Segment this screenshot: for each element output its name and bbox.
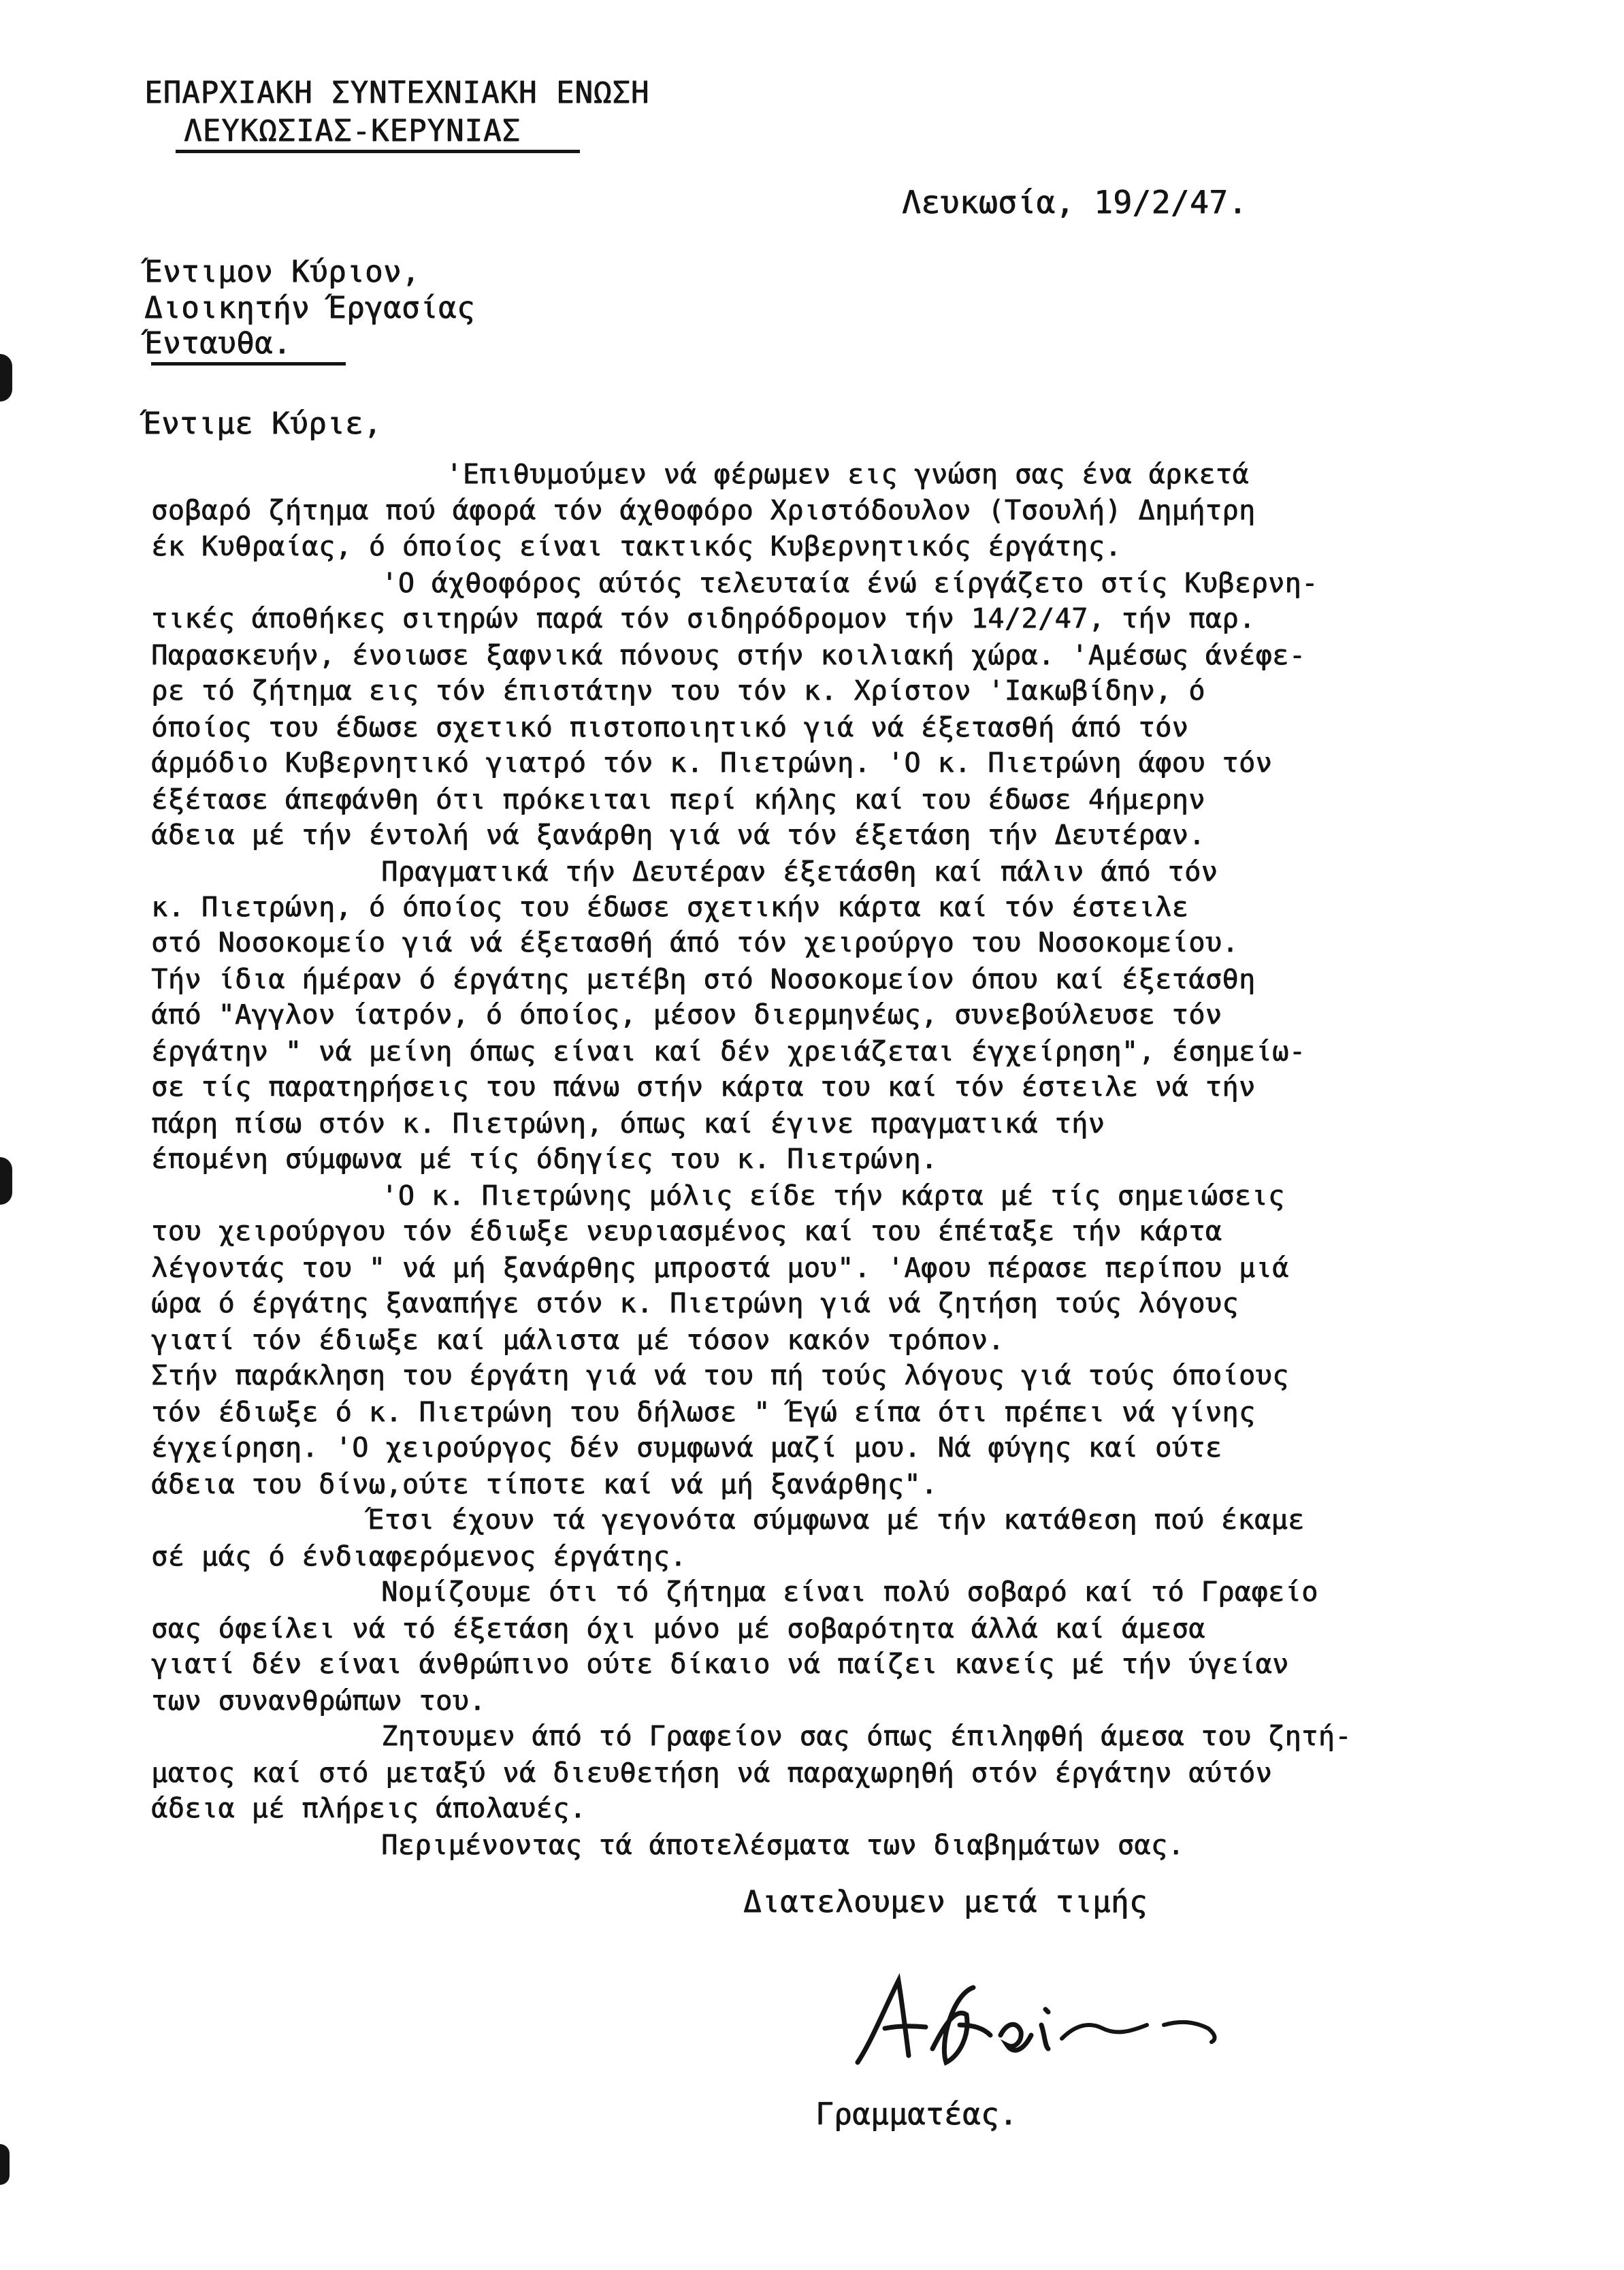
addressee-line-2: Διοικητήν Έργασίας <box>144 291 475 325</box>
binder-mark <box>0 1157 12 1205</box>
body-line: 'Ο άχθοφόρος αύτός τελευταία ένώ είργάζετο στίς Κυβερνη- <box>381 568 1318 599</box>
signatory-role: Γραμματέας. <box>815 2097 1018 2132</box>
body-line: άδεια μέ τήν έντολή νά ξανάρθη γιά νά τόν έξετάση τήν Δευτέραν. <box>151 820 1205 851</box>
body-line: έργάτην " νά μείνη όπως είναι καί δέν χρειάζεται έγχείρηση", έσημείω- <box>151 1036 1306 1067</box>
body-line: Περιμένοντας τά άποτελέσματα των διαβημάτων σας. <box>381 1830 1184 1861</box>
binder-mark <box>0 2144 10 2185</box>
body-line: σας όφείλει νά τό έξετάση όχι μόνο μέ σοβαρότητα άλλά καί άμεσα <box>151 1613 1205 1644</box>
binder-mark <box>0 354 12 402</box>
body-line: έκ Κυθραίας, ό όποίος είναι τακτικός Κυβερνητικός έργάτης. <box>151 531 1122 562</box>
union-district: ΛΕΥΚΩΣΙΑΣ-ΚΕΡΥΝΙΑΣ <box>184 114 521 148</box>
body-line: 'Επιθυμούμεν νά φέρωμεν εις γνώση σας ένα άρκετά <box>446 459 1249 490</box>
place-date: Λευκωσία, 19/2/47. <box>902 184 1248 221</box>
body-line: σοβαρό ζήτημα πού άφορά τόν άχθοφόρο Χριστόδουλον (Τσουλή) Δημήτρη <box>151 495 1256 526</box>
body-line: όποίος του έδωσε σχετικό πιστοποιητικό γιά νά έξετασθή άπό τόν <box>151 712 1189 743</box>
body-line: λέγοντάς του " νά μή ξανάρθης μπροστά μου". 'Αφου πέρασε περίπου μιά <box>151 1252 1289 1284</box>
addressee-underline <box>151 362 346 366</box>
body-line: σέ μάς ό ένδιαφερόμενος έργάτης. <box>151 1541 687 1572</box>
body-line: του χειρούργου τόν έδιωξε νευριασμένος καί του έπέταξε τήν κάρτα <box>151 1216 1222 1247</box>
body-line: Πραγματικά τήν Δευτέραν έξετάσθη καί πάλιν άπό τόν <box>381 856 1218 888</box>
body-line: σε τίς παρατηρήσεις του πάνω στήν κάρτα του καί τόν έστειλε νά τήν <box>151 1071 1256 1103</box>
body-line: έξέτασε άπεφάνθη ότι πρόκειται περί κήλης καί του έδωσε 4ήμερην <box>151 784 1205 815</box>
body-line: Τήν ίδια ήμέραν ό έργάτης μετέβη στό Νοσοκομείον όπου καί έξετάσθη <box>151 964 1256 995</box>
header-underline <box>176 150 580 153</box>
addressee-line-1: Έντιμον Κύριον, <box>144 255 420 289</box>
body-line: ματος καί στό μεταξύ νά διευθετήση νά παραχωρηθή στόν έργάτην αύτόν <box>151 1757 1272 1789</box>
handwritten-signature <box>844 1960 1239 2083</box>
body-line: Νομίζουμε ότι τό ζήτημα είναι πολύ σοβαρό καί τό Γραφείο <box>381 1576 1318 1608</box>
body-line: άδεια του δίνω,ούτε τίποτε καί νά μή ξανάρθης". <box>151 1469 938 1500</box>
body-line: τικές άποθήκες σιτηρών παρά τόν σιδηρόδρομον τήν 14/2/47, τήν παρ. <box>151 603 1256 634</box>
body-line: άπό "Αγγλον ίατρόν, ό όποίος, μέσον διερμηνέως, συνεβούλευσε τόν <box>151 999 1222 1031</box>
body-line: Έτσι έχουν τά γεγονότα σύμφωνα μέ τήν κατάθεση πού έκαμε <box>368 1504 1305 1536</box>
body-line: κ. Πιετρώνη, ό όποίος του έδωσε σχετικήν κάρτα καί τόν έστειλε <box>151 892 1189 923</box>
body-line: ώρα ό έργάτης ξαναπήγε στόν κ. Πιετρώνη γιά νά ζητήση τούς λόγους <box>151 1288 1239 1319</box>
body-line: γιατί τόν έδιωξε καί μάλιστα μέ τόσον κακόν τρόπον. <box>151 1325 1005 1356</box>
body-line: έπομένη σύμφωνα μέ τίς όδηγίες του κ. Πιετρώνη. <box>151 1144 938 1175</box>
body-line: 'Ο κ. Πιετρώνης μόλις είδε τήν κάρτα μέ τίς σημειώσεις <box>381 1180 1285 1212</box>
body-line: Παρασκευήν, ένοιωσε ξαφνικά πόνους στήν κοιλιακή χώρα. 'Αμέσως άνέφε- <box>151 640 1306 671</box>
body-line: πάρη πίσω στόν κ. Πιετρώνη, όπως καί έγινε πραγματικά τήν <box>151 1108 1105 1139</box>
body-line: τόν έδιωξε ό κ. Πιετρώνη του δήλωσε " Έγώ είπα ότι πρέπει νά γίνης <box>151 1397 1256 1428</box>
union-name: ΕΠΑΡΧΙΑΚΗ ΣΥΝΤΕΧΝΙΑΚΗ ΕΝΩΣΗ <box>144 76 650 110</box>
salutation: Έντιμε Κύριε, <box>143 406 382 441</box>
body-line: άδεια μέ πλήρεις άπολαυές. <box>151 1793 587 1824</box>
closing-formula: Διατελουμεν μετά τιμής <box>743 1885 1148 1919</box>
body-line: Ζητουμεν άπό τό Γραφείον σας όπως έπιληφθή άμεσα του ζητή- <box>381 1721 1352 1752</box>
body-line: έγχείρηση. 'Ο χειρούργος δέν συμφωνά μαζί μου. Νά φύγης καί ούτε <box>151 1432 1222 1463</box>
body-line: γιατί δέν είναι άνθρώπινο ούτε δίκαιο νά παίζει κανείς μέ τήν ύγείαν <box>151 1649 1289 1680</box>
body-line: Στήν παράκληση του έργάτη γιά νά του πή τούς λόγους γιά τούς όποίους <box>151 1360 1289 1391</box>
body-line: άρμόδιο Κυβερνητικό γιατρό τόν κ. Πιετρώνη. 'Ο κ. Πιετρώνη άφου τόν <box>151 747 1272 779</box>
body-line: στό Νοσοκομείο γιά νά έξετασθή άπό τόν χειρούργο του Νοσοκομείου. <box>151 927 1239 958</box>
body-line: ρε τό ζήτημα εις τόν έπιστάτην του τόν κ. Χρίστον 'Ιακωβίδην, ό <box>151 675 1205 707</box>
addressee-line-3: Ένταυθα. <box>144 326 291 361</box>
body-line: των συνανθρώπων του. <box>151 1685 486 1717</box>
